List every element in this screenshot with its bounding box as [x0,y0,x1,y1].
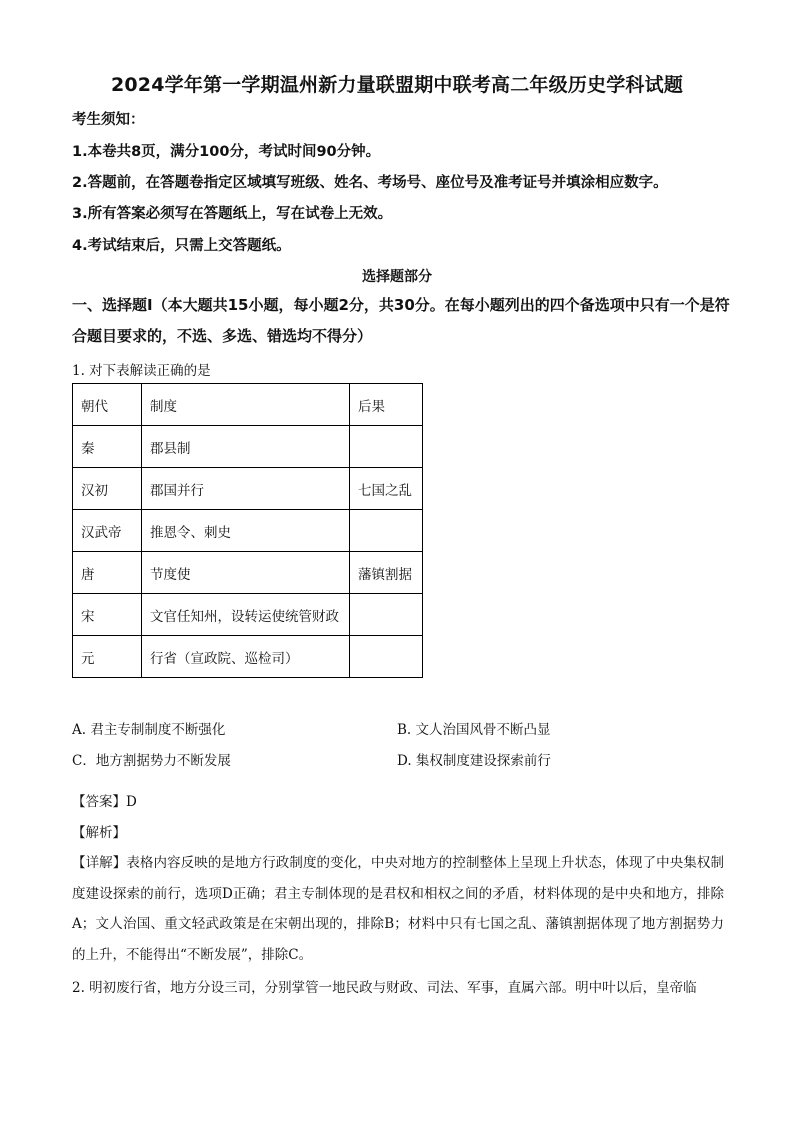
table-row [73,594,423,636]
part-heading: 一、选择题Ⅰ（本大题共15小题，每小题2分，共30分。在每小题列出的四个备选项中只有一个是符合题目要求的，不选、多选、错选均不得分） [72,296,730,345]
detail-explanation: 【详解】表格内容反映的是地方行政制度的变化，中央对地方的控制整体上呈现上升状态，体现了中央集权制度建设探索的前行，选项D正确；君主专制体现的是君权和相权之间的矛盾，材料体现的是中央和地方，排除A；文人治国、重文轻武政策是在宋朝出现的，排除B；材料中只有七国之乱、藩镇割据体现了地方割据势力的上升，不能得出“不断发展”，排除C。 [72,855,724,963]
table-cell: 郡县制 [142,426,350,468]
table-cell: 行省（宣政院、巡检司） [142,636,350,678]
table-cell: 郡国并行 [142,468,350,510]
table-cell: 推恩令、刺史 [142,510,350,552]
table-header-cell: 后果 [350,384,423,426]
table-cell [350,426,423,468]
table-cell: 宋 [73,594,142,636]
table-header-cell: 制度 [142,384,350,426]
table-header-cell: 朝代 [73,384,142,426]
notes-header: 考生须知： [72,112,145,128]
table-header-row [73,384,423,426]
table-cell [350,594,423,636]
option-b: B. 文人治国风骨不断凸显 [397,722,551,738]
note-item-3: 3.所有答案必须写在答题纸上，写在试卷上无效。 [72,206,393,222]
option-c: C．地方割据势力不断发展 [72,753,231,769]
table-cell: 藩镇割据 [350,552,423,594]
table-cell [350,636,423,678]
table-row [73,636,423,678]
analysis-label: 【解析】 [72,825,126,841]
question-1-table [72,383,423,678]
question-1-stem: 1. 对下表解读正确的是 [72,363,211,379]
answer-label: 【答案】D [72,794,137,810]
note-item-2: 2.答题前，在答题卷指定区域填写班级、姓名、考场号、座位号及准考证号并填涂相应数字。 [72,175,668,191]
table-row [73,510,423,552]
table-row [73,468,423,510]
table-cell: 汉初 [73,468,142,510]
question-2-stem: 2. 明初废行省，地方分设三司，分别掌管一地民政与财政、司法、军事，直属六部。明中叶以后，皇帝临 [72,980,697,996]
option-d: D. 集权制度建设探索前行 [397,753,551,769]
table-row [73,552,423,594]
table-cell: 节度使 [142,552,350,594]
note-item-1: 1.本卷共8页，满分100分，考试时间90分钟。 [72,144,381,160]
option-a: A. 君主专制制度不断强化 [72,722,226,738]
note-item-4: 4.考试结束后，只需上交答题纸。 [72,238,291,254]
table-cell: 元 [73,636,142,678]
table-cell: 七国之乱 [350,468,423,510]
table-cell [350,510,423,552]
table-cell: 文官任知州，设转运使统管财政 [142,594,350,636]
section-title: 选择题部分 [362,269,432,285]
table-row [73,426,423,468]
table-cell: 汉武帝 [73,510,142,552]
table-cell: 秦 [73,426,142,468]
table-cell: 唐 [73,552,142,594]
exam-title: 2024学年第一学期温州新力量联盟期中联考高二年级历史学科试题 [110,74,684,96]
